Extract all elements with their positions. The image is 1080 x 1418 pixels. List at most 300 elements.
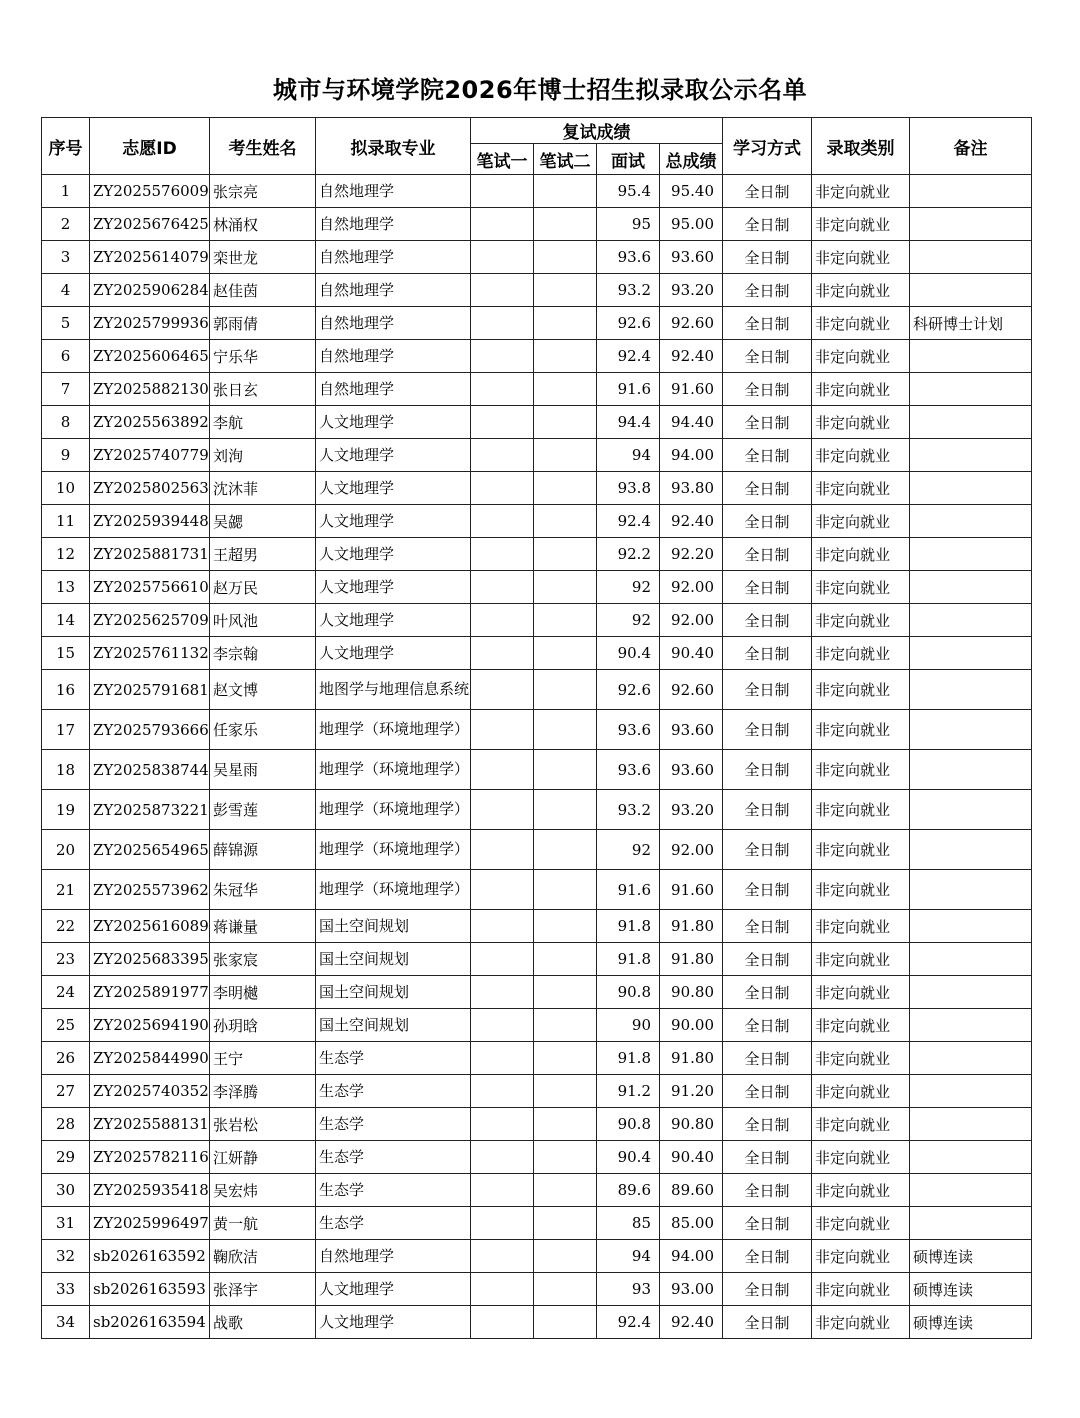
header-written2: 笔试二: [534, 144, 597, 175]
cell-total: 91.60: [660, 870, 723, 910]
cell-seq: 32: [42, 1240, 90, 1273]
cell-total: 92.00: [660, 604, 723, 637]
cell-id: ZY2025616089: [90, 910, 210, 943]
cell-note: [910, 472, 1032, 505]
cell-seq: 11: [42, 505, 90, 538]
page-title: 城市与环境学院2026年博士招生拟录取公示名单: [272, 76, 808, 104]
cell-seq: 19: [42, 790, 90, 830]
cell-id: ZY2025683395: [90, 943, 210, 976]
cell-id: sb2026163592: [90, 1240, 210, 1273]
cell-id: ZY2025881731: [90, 538, 210, 571]
cell-seq: 9: [42, 439, 90, 472]
cell-interview: 93.6: [597, 750, 660, 790]
cell-note: [910, 1108, 1032, 1141]
cell-total: 91.60: [660, 373, 723, 406]
cell-mode: 全日制: [723, 910, 812, 943]
cell-id: ZY2025844990: [90, 1042, 210, 1075]
cell-name: 郭雨倩: [210, 307, 316, 340]
cell-mode: 全日制: [723, 241, 812, 274]
cell-interview: 90.4: [597, 1141, 660, 1174]
cell-name: 战歌: [210, 1306, 316, 1339]
cell-major: 人文地理学: [316, 637, 471, 670]
cell-total: 92.40: [660, 1306, 723, 1339]
cell-id: ZY2025793666: [90, 710, 210, 750]
cell-written1: [471, 637, 534, 670]
cell-note: [910, 910, 1032, 943]
cell-major: 自然地理学: [316, 208, 471, 241]
cell-type: 非定向就业: [812, 604, 910, 637]
cell-total: 91.80: [660, 943, 723, 976]
cell-interview: 93.6: [597, 241, 660, 274]
cell-major: 国土空间规划: [316, 943, 471, 976]
cell-interview: 91.6: [597, 870, 660, 910]
cell-type: 非定向就业: [812, 1108, 910, 1141]
cell-type: 非定向就业: [812, 1141, 910, 1174]
cell-seq: 31: [42, 1207, 90, 1240]
cell-name: 吴星雨: [210, 750, 316, 790]
cell-major: 人文地理学: [316, 472, 471, 505]
cell-interview: 92.6: [597, 307, 660, 340]
cell-written1: [471, 406, 534, 439]
cell-type: 非定向就业: [812, 637, 910, 670]
cell-written2: [534, 439, 597, 472]
cell-seq: 12: [42, 538, 90, 571]
cell-written2: [534, 1174, 597, 1207]
table-row: [42, 604, 1032, 637]
cell-written1: [471, 1240, 534, 1273]
cell-major: 地理学（环境地理学）: [316, 750, 471, 790]
cell-major: 自然地理学: [316, 307, 471, 340]
cell-major: 人文地理学: [316, 505, 471, 538]
cell-note: [910, 571, 1032, 604]
header-name: 考生姓名: [210, 118, 316, 175]
cell-mode: 全日制: [723, 1240, 812, 1273]
cell-id: ZY2025654965: [90, 830, 210, 870]
cell-interview: 92: [597, 571, 660, 604]
cell-written2: [534, 1306, 597, 1339]
cell-written2: [534, 1240, 597, 1273]
table-row: [42, 340, 1032, 373]
cell-type: 非定向就业: [812, 1273, 910, 1306]
cell-name: 黄一航: [210, 1207, 316, 1240]
cell-interview: 90.8: [597, 976, 660, 1009]
cell-interview: 92.4: [597, 505, 660, 538]
header-major: 拟录取专业: [316, 118, 471, 175]
cell-type: 非定向就业: [812, 1174, 910, 1207]
cell-total: 92.60: [660, 670, 723, 710]
cell-name: 江妍静: [210, 1141, 316, 1174]
cell-note: [910, 870, 1032, 910]
cell-id: ZY2025996497: [90, 1207, 210, 1240]
table-row: [42, 1306, 1032, 1339]
cell-mode: 全日制: [723, 1207, 812, 1240]
cell-written2: [534, 1141, 597, 1174]
cell-total: 92.60: [660, 307, 723, 340]
cell-interview: 90.8: [597, 1108, 660, 1141]
cell-written1: [471, 1273, 534, 1306]
cell-major: 自然地理学: [316, 175, 471, 208]
cell-id: ZY2025740779: [90, 439, 210, 472]
cell-total: 93.00: [660, 1273, 723, 1306]
cell-written1: [471, 571, 534, 604]
cell-mode: 全日制: [723, 340, 812, 373]
cell-mode: 全日制: [723, 604, 812, 637]
cell-written1: [471, 1174, 534, 1207]
cell-major: 人文地理学: [316, 571, 471, 604]
cell-id: ZY2025563892: [90, 406, 210, 439]
cell-name: 王超男: [210, 538, 316, 571]
table-row: [42, 241, 1032, 274]
cell-name: 张宗亮: [210, 175, 316, 208]
cell-note: [910, 976, 1032, 1009]
cell-seq: 26: [42, 1042, 90, 1075]
cell-note: [910, 439, 1032, 472]
cell-name: 张日玄: [210, 373, 316, 406]
cell-type: 非定向就业: [812, 472, 910, 505]
cell-major: 人文地理学: [316, 439, 471, 472]
cell-type: 非定向就业: [812, 1009, 910, 1042]
cell-note: [910, 274, 1032, 307]
cell-id: ZY2025838744: [90, 750, 210, 790]
cell-id: ZY2025799936: [90, 307, 210, 340]
cell-note: [910, 790, 1032, 830]
header-id: 志愿ID: [90, 118, 210, 175]
cell-name: 刘洵: [210, 439, 316, 472]
cell-type: 非定向就业: [812, 274, 910, 307]
cell-type: 非定向就业: [812, 373, 910, 406]
cell-total: 95.40: [660, 175, 723, 208]
cell-interview: 90.4: [597, 637, 660, 670]
cell-name: 吴宏炜: [210, 1174, 316, 1207]
header-seq: 序号: [42, 118, 90, 175]
cell-note: [910, 750, 1032, 790]
table-row: [42, 790, 1032, 830]
header-note: 备注: [910, 118, 1032, 175]
cell-major: 地理学（环境地理学）: [316, 830, 471, 870]
cell-type: 非定向就业: [812, 1207, 910, 1240]
table-row: [42, 1075, 1032, 1108]
cell-id: sb2026163593: [90, 1273, 210, 1306]
cell-interview: 95: [597, 208, 660, 241]
cell-interview: 94: [597, 439, 660, 472]
cell-mode: 全日制: [723, 406, 812, 439]
cell-written2: [534, 830, 597, 870]
cell-major: 生态学: [316, 1075, 471, 1108]
cell-interview: 92: [597, 604, 660, 637]
cell-written1: [471, 710, 534, 750]
cell-seq: 7: [42, 373, 90, 406]
cell-total: 93.80: [660, 472, 723, 505]
table-row: [42, 637, 1032, 670]
cell-major: 自然地理学: [316, 1240, 471, 1273]
cell-type: 非定向就业: [812, 830, 910, 870]
cell-note: [910, 710, 1032, 750]
cell-type: 非定向就业: [812, 175, 910, 208]
cell-written2: [534, 373, 597, 406]
cell-seq: 25: [42, 1009, 90, 1042]
cell-seq: 27: [42, 1075, 90, 1108]
cell-id: ZY2025761132: [90, 637, 210, 670]
cell-interview: 93.2: [597, 790, 660, 830]
cell-written2: [534, 1273, 597, 1306]
cell-written1: [471, 1075, 534, 1108]
cell-written1: [471, 790, 534, 830]
cell-seq: 6: [42, 340, 90, 373]
cell-interview: 92.2: [597, 538, 660, 571]
cell-id: ZY2025802563: [90, 472, 210, 505]
table-row: [42, 670, 1032, 710]
admission-table: [41, 117, 1032, 1339]
cell-id: ZY2025694190: [90, 1009, 210, 1042]
cell-total: 93.60: [660, 710, 723, 750]
cell-written1: [471, 976, 534, 1009]
table-row: [42, 1207, 1032, 1240]
cell-seq: 21: [42, 870, 90, 910]
cell-written1: [471, 604, 534, 637]
cell-mode: 全日制: [723, 870, 812, 910]
cell-type: 非定向就业: [812, 1042, 910, 1075]
cell-seq: 28: [42, 1108, 90, 1141]
cell-seq: 30: [42, 1174, 90, 1207]
table-row: [42, 1141, 1032, 1174]
cell-type: 非定向就业: [812, 710, 910, 750]
cell-written1: [471, 307, 534, 340]
cell-name: 沈沐菲: [210, 472, 316, 505]
cell-major: 自然地理学: [316, 373, 471, 406]
cell-id: ZY2025606465: [90, 340, 210, 373]
cell-interview: 93.6: [597, 710, 660, 750]
cell-id: ZY2025676425: [90, 208, 210, 241]
table-row: [42, 710, 1032, 750]
cell-note: [910, 1075, 1032, 1108]
cell-name: 薛锦源: [210, 830, 316, 870]
table-row: [42, 307, 1032, 340]
cell-total: 89.60: [660, 1174, 723, 1207]
header-mode: 学习方式: [723, 118, 812, 175]
cell-total: 93.20: [660, 790, 723, 830]
cell-seq: 18: [42, 750, 90, 790]
cell-interview: 94.4: [597, 406, 660, 439]
cell-note: [910, 1042, 1032, 1075]
cell-type: 非定向就业: [812, 208, 910, 241]
cell-written1: [471, 1009, 534, 1042]
cell-written2: [534, 750, 597, 790]
table-row: [42, 750, 1032, 790]
cell-id: ZY2025573962: [90, 870, 210, 910]
cell-written1: [471, 1207, 534, 1240]
cell-written2: [534, 472, 597, 505]
cell-written1: [471, 439, 534, 472]
cell-mode: 全日制: [723, 670, 812, 710]
cell-total: 90.40: [660, 637, 723, 670]
cell-mode: 全日制: [723, 274, 812, 307]
cell-name: 李泽腾: [210, 1075, 316, 1108]
cell-seq: 24: [42, 976, 90, 1009]
cell-written1: [471, 670, 534, 710]
cell-total: 93.20: [660, 274, 723, 307]
cell-total: 91.80: [660, 1042, 723, 1075]
cell-total: 92.40: [660, 505, 723, 538]
cell-interview: 89.6: [597, 1174, 660, 1207]
cell-written1: [471, 1306, 534, 1339]
cell-written1: [471, 1042, 534, 1075]
cell-type: 非定向就业: [812, 870, 910, 910]
cell-interview: 93.2: [597, 274, 660, 307]
cell-major: 国土空间规划: [316, 910, 471, 943]
cell-note: 硕博连读: [910, 1273, 1032, 1306]
cell-major: 生态学: [316, 1042, 471, 1075]
table-row: [42, 943, 1032, 976]
cell-name: 彭雪莲: [210, 790, 316, 830]
cell-type: 非定向就业: [812, 943, 910, 976]
cell-mode: 全日制: [723, 1009, 812, 1042]
cell-type: 非定向就业: [812, 571, 910, 604]
cell-interview: 91.6: [597, 373, 660, 406]
cell-note: [910, 241, 1032, 274]
table-row: [42, 1009, 1032, 1042]
cell-name: 吴勰: [210, 505, 316, 538]
table-row: [42, 439, 1032, 472]
cell-note: [910, 637, 1032, 670]
table-row: [42, 571, 1032, 604]
cell-mode: 全日制: [723, 830, 812, 870]
cell-written2: [534, 604, 597, 637]
cell-mode: 全日制: [723, 943, 812, 976]
cell-written2: [534, 910, 597, 943]
cell-id: ZY2025782116: [90, 1141, 210, 1174]
table-row: [42, 1240, 1032, 1273]
cell-type: 非定向就业: [812, 910, 910, 943]
cell-mode: 全日制: [723, 976, 812, 1009]
cell-major: 国土空间规划: [316, 1009, 471, 1042]
cell-id: ZY2025873221: [90, 790, 210, 830]
cell-interview: 92.6: [597, 670, 660, 710]
cell-total: 93.60: [660, 241, 723, 274]
cell-mode: 全日制: [723, 1174, 812, 1207]
cell-mode: 全日制: [723, 1108, 812, 1141]
cell-seq: 13: [42, 571, 90, 604]
cell-written1: [471, 1141, 534, 1174]
header-total: 总成绩: [660, 144, 723, 175]
cell-total: 91.80: [660, 910, 723, 943]
cell-written1: [471, 340, 534, 373]
cell-written2: [534, 208, 597, 241]
cell-total: 93.60: [660, 750, 723, 790]
cell-note: [910, 175, 1032, 208]
cell-note: 硕博连读: [910, 1240, 1032, 1273]
cell-type: 非定向就业: [812, 1240, 910, 1273]
cell-id: ZY2025576009: [90, 175, 210, 208]
cell-written2: [534, 790, 597, 830]
table-row: [42, 910, 1032, 943]
cell-name: 林涌权: [210, 208, 316, 241]
cell-seq: 5: [42, 307, 90, 340]
cell-mode: 全日制: [723, 1273, 812, 1306]
cell-seq: 22: [42, 910, 90, 943]
cell-written2: [534, 538, 597, 571]
cell-name: 朱冠华: [210, 870, 316, 910]
cell-name: 王宁: [210, 1042, 316, 1075]
cell-mode: 全日制: [723, 710, 812, 750]
cell-seq: 8: [42, 406, 90, 439]
cell-major: 人文地理学: [316, 604, 471, 637]
cell-total: 90.00: [660, 1009, 723, 1042]
cell-written2: [534, 943, 597, 976]
cell-interview: 92.4: [597, 340, 660, 373]
cell-total: 95.00: [660, 208, 723, 241]
cell-id: ZY2025614079: [90, 241, 210, 274]
cell-mode: 全日制: [723, 1042, 812, 1075]
cell-mode: 全日制: [723, 538, 812, 571]
cell-written1: [471, 373, 534, 406]
cell-name: 李宗翰: [210, 637, 316, 670]
cell-written2: [534, 976, 597, 1009]
cell-mode: 全日制: [723, 1306, 812, 1339]
cell-note: [910, 943, 1032, 976]
cell-written2: [534, 1108, 597, 1141]
cell-seq: 33: [42, 1273, 90, 1306]
table-row: [42, 472, 1032, 505]
cell-type: 非定向就业: [812, 439, 910, 472]
cell-seq: 15: [42, 637, 90, 670]
cell-total: 85.00: [660, 1207, 723, 1240]
cell-mode: 全日制: [723, 750, 812, 790]
cell-mode: 全日制: [723, 472, 812, 505]
cell-major: 生态学: [316, 1207, 471, 1240]
cell-type: 非定向就业: [812, 1075, 910, 1108]
cell-major: 人文地理学: [316, 406, 471, 439]
cell-total: 92.00: [660, 571, 723, 604]
cell-major: 生态学: [316, 1108, 471, 1141]
cell-written2: [534, 571, 597, 604]
table-row: [42, 1042, 1032, 1075]
table-row: [42, 373, 1032, 406]
cell-name: 张泽宇: [210, 1273, 316, 1306]
cell-name: 张家宸: [210, 943, 316, 976]
cell-id: ZY2025588131: [90, 1108, 210, 1141]
cell-type: 非定向就业: [812, 340, 910, 373]
cell-note: [910, 373, 1032, 406]
cell-major: 自然地理学: [316, 241, 471, 274]
cell-name: 栾世龙: [210, 241, 316, 274]
cell-id: ZY2025756610: [90, 571, 210, 604]
cell-written1: [471, 241, 534, 274]
cell-mode: 全日制: [723, 373, 812, 406]
cell-name: 宁乐华: [210, 340, 316, 373]
table-row: [42, 1273, 1032, 1306]
cell-written1: [471, 175, 534, 208]
cell-type: 非定向就业: [812, 241, 910, 274]
cell-interview: 91.2: [597, 1075, 660, 1108]
cell-total: 90.80: [660, 976, 723, 1009]
cell-written2: [534, 1207, 597, 1240]
table-row: [42, 976, 1032, 1009]
cell-mode: 全日制: [723, 307, 812, 340]
cell-total: 92.40: [660, 340, 723, 373]
cell-name: 赵万民: [210, 571, 316, 604]
cell-interview: 85: [597, 1207, 660, 1240]
cell-written1: [471, 1108, 534, 1141]
table-row: [42, 406, 1032, 439]
cell-written1: [471, 208, 534, 241]
table-row: [42, 870, 1032, 910]
cell-written1: [471, 274, 534, 307]
cell-note: [910, 208, 1032, 241]
table-row: [42, 830, 1032, 870]
cell-id: ZY2025740352: [90, 1075, 210, 1108]
cell-id: sb2026163594: [90, 1306, 210, 1339]
cell-seq: 1: [42, 175, 90, 208]
